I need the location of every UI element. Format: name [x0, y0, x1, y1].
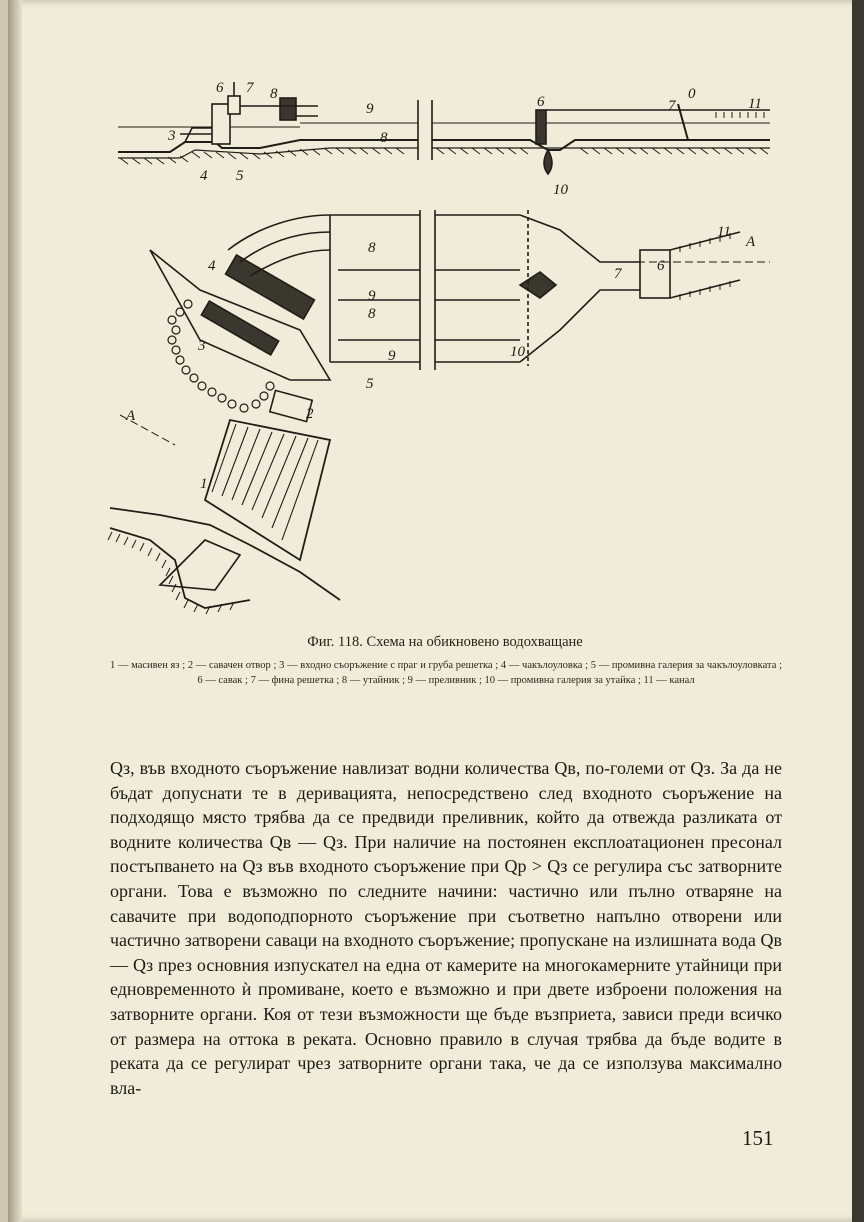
figure-label: 9 — [368, 288, 376, 304]
body-paragraph: Qз, във входното съоръжение навлизат водни количества Qв, по-големи от Qз. За да не бъдат допуснати те в деривацията, непосредствено след входното съоръжение на подходящо място трябва да се предвиди преливник, който да отвежда разликата от водните количества Qв — Qз. При наличие на постоянен експлоатационен пресонал постъпването на Qз във входното съоръжение при Qр > Qз се регулира със затворните органи. Това е възможно по следните начини: частично или пълно отваряне на савачите при водоподпорното съоръжение при съответно напълно отворени или частично затворени саваци на входното съоръжение; пропускане на излишната вода Qв — Qз през основния изпускател на една от камерите на многокамерните утайници при едновременното ѝ промиване, което е възможно и при двете изброени положения на затворните органи. Коя от тези възможности ще бъде възприета, зависи преди всичко от размера на оттока в реката. Основно правило в случая трябва да бъде водите в реката да се регулират чрез затворните органи така, че да се използува максимално вла- — [110, 758, 782, 1098]
figure-label: 8 — [368, 306, 376, 322]
figure-label: 11 — [748, 96, 762, 112]
figure-label: 10 — [553, 182, 568, 198]
figure-label: 4 — [208, 258, 216, 274]
figure-label: A — [126, 408, 136, 424]
figure-label: 10 — [510, 344, 525, 360]
figure-label: 4 — [200, 168, 208, 184]
figure-legend: 1 — масивен яз ; 2 — савачен отвор ; 3 — входно съоръжение с праг и груба решетка ; 4 — чакълоуловка ; 5 — промивна галерия за чакълоуловката ; 6 — савак ; 7 — фина решетка ; 8 — утайник ; 9 — преливник ; 10 — промивна галерия за утайка ; 11 — канал — [110, 660, 782, 686]
figure-label: 5 — [236, 168, 244, 184]
page-number: 151 — [742, 1126, 774, 1150]
figure-label: 8 — [380, 130, 388, 146]
figure-label: 0 — [688, 86, 696, 102]
figure-label: 7 — [614, 266, 622, 282]
figure-label: 8 — [368, 240, 376, 256]
figure-label: 2 — [306, 406, 314, 422]
figure-label: 1 — [200, 476, 208, 492]
figure-label: 5 — [366, 376, 374, 392]
figure-label: A — [746, 234, 756, 250]
figure-caption: Фиг. 118. Схема на обикновено водохващане — [307, 634, 583, 650]
figure-label: 6 — [216, 80, 224, 96]
figure-label: 9 — [388, 348, 396, 364]
figure-label: 8 — [270, 86, 278, 102]
figure-label: 11 — [717, 224, 731, 240]
figure-label: 9 — [366, 101, 374, 117]
figure-label: 7 — [668, 98, 676, 114]
figure-label: 3 — [168, 128, 176, 144]
figure-label: 6 — [657, 258, 665, 274]
figure-label: 7 — [246, 80, 254, 96]
figure-label: 6 — [537, 94, 545, 110]
figure-label: 3 — [198, 338, 206, 354]
